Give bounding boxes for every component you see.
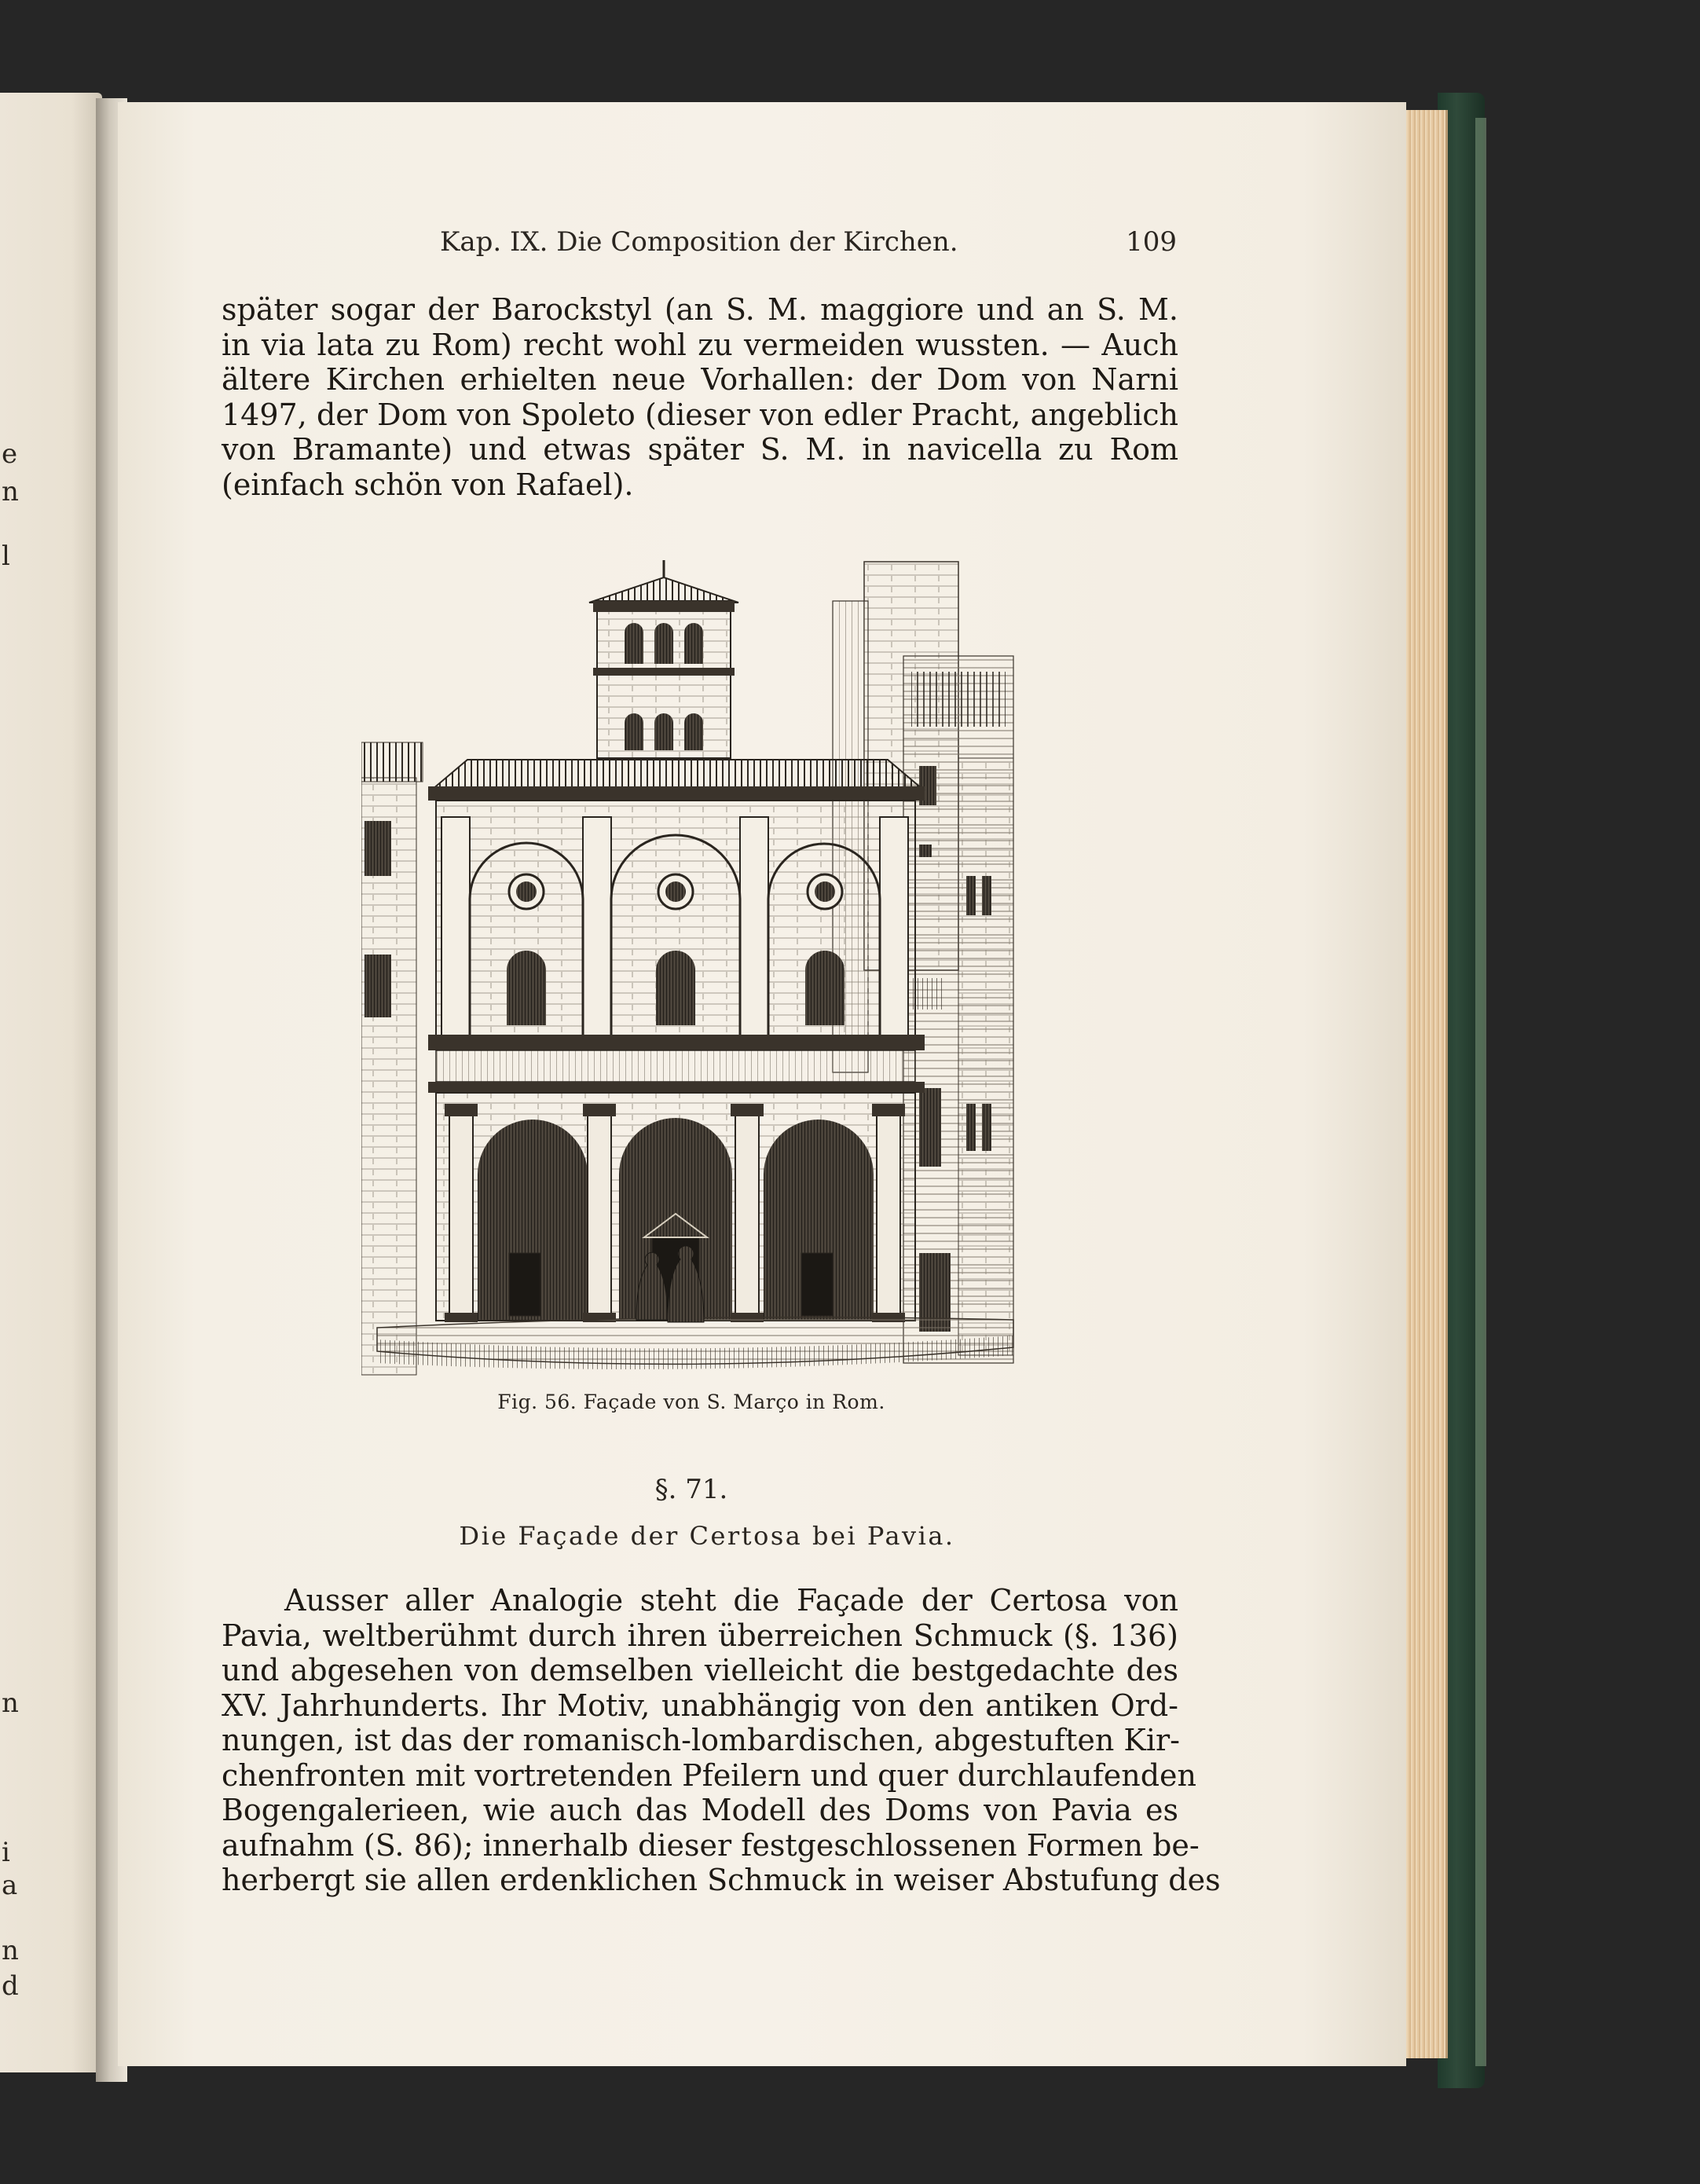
text-line: später sogar der Barockstyl (an S. M. maggiore und an S. M. [222, 292, 1178, 327]
paragraph-2 [222, 1583, 1221, 1898]
text-line: Ausser aller Analogie steht die Façade der Certosa von [284, 1583, 1178, 1618]
text-line: aufnahm (S. 86); innerhalb dieser festgeschlossenen Formen be- [222, 1827, 1200, 1863]
left-page-fragment: e [2, 438, 18, 470]
left-page-fragment: l [2, 541, 10, 572]
text-line: Pavia, weltberühmt durch ihren überreichen Schmuck (§. 136) [222, 1618, 1178, 1653]
section-title: Die Façade der Certosa bei Pavia. [459, 1521, 955, 1551]
cover-highlight [1475, 118, 1486, 2066]
text-line: in via lata zu Rom) recht wohl zu vermeiden wussten. — Auch [222, 327, 1178, 362]
left-page-fragment: i [2, 1837, 10, 1868]
left-page-edge [0, 93, 102, 2072]
left-page-fragment: d [2, 1970, 19, 2002]
left-page-fragment: n [2, 1935, 19, 1966]
text-line: ältere Kirchen erhielten neue Vorhallen: der Dom von Narni [222, 362, 1178, 397]
text-line: (einfach schön von Rafael). [222, 467, 634, 502]
text-line: und abgesehen von demselben vielleicht die bestgedachte des [222, 1653, 1178, 1687]
left-page-fragment: a [2, 1870, 18, 1901]
left-page-fragment: n [2, 1687, 19, 1719]
engraving-illustration [361, 554, 1037, 1379]
left-page-fragment: n [2, 476, 19, 508]
text-line: von Bramante) und etwas später S. M. in navicella zu Rom [222, 432, 1178, 467]
text-line: Bogengalerieen, wie auch das Modell des Doms von Pavia es [222, 1793, 1178, 1827]
figure-caption: Fig. 56. Façade von S. Marçо in Rom. [497, 1391, 885, 1413]
text-line: nungen, ist das der romanisch-lombardischen, abgestuften Kir- [222, 1723, 1180, 1757]
text-line: 1497, der Dom von Spoleto (dieser von edler Pracht, angeblich [222, 397, 1178, 432]
page-number: 109 [1126, 226, 1177, 258]
text-line: chenfronten mit vortretenden Pfeilern und quer durchlaufenden [222, 1757, 1197, 1793]
text-line: herbergt sie allen erdenklichen Schmuck in weiser Abstufung des [222, 1863, 1221, 1897]
paragraph-1 [222, 292, 1178, 502]
text-line: XV. Jahrhunderts. Ihr Motiv, unabhängig von den antiken Ord- [222, 1687, 1178, 1723]
section-number: §. 71. [654, 1474, 728, 1505]
running-head-title: Kap. IX. Die Composition der Kirchen. [440, 226, 958, 258]
